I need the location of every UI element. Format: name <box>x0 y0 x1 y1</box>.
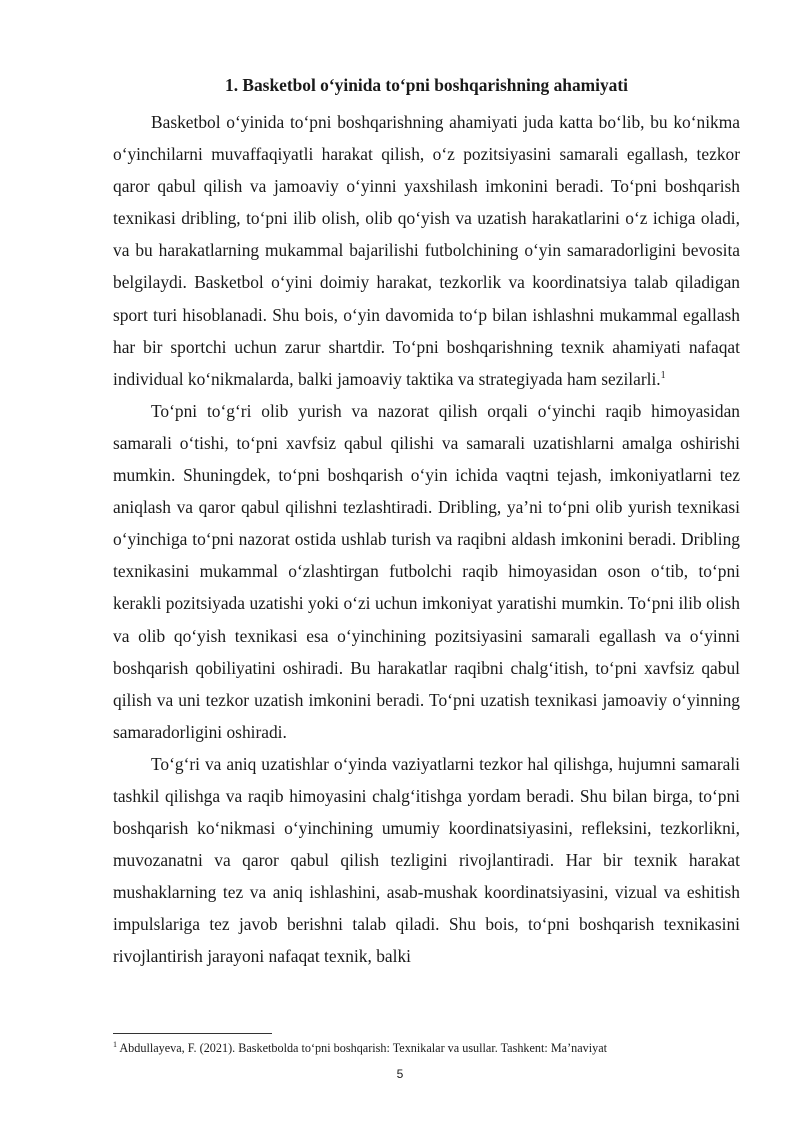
footnote-separator <box>113 1033 272 1034</box>
footnote-reference[interactable]: 1 <box>660 369 666 381</box>
page-number: 5 <box>396 1067 404 1081</box>
paragraph-3 <box>113 748 740 973</box>
footnote-text: Abdullayeva, F. (2021). Basketbolda to‘pni boshqarish: Texnikalar va usullar. Tashkent: Ma’naviyat <box>117 1041 608 1055</box>
paragraph-3-text: To‘g‘ri va aniq uzatishlar o‘yinda vaziyatlarni tezkor hal qilishga, hujumni samarali tashkil qilishga va raqib himoyasini chalg‘itishga yordam beradi. Shu bilan birga, to‘pni boshqarish ko‘nikmasi o‘yinchining umumiy koordinatsiyasini, refleksini, tezkorlikni, muvozanatni va qaror qabul qilish tezligini rivojlantiradi. Har bir texnik harakat mushaklarning tez va aniq ishlashini, asab-mushak koordinatsiyasini, vizual va eshitish impulslariga tez javob berishni talab qiladi. Shu bois, to‘pni boshqarish texnikasini rivojlantirish jarayoni nafaqat texnik, balki <box>113 753 740 967</box>
footnote <box>113 1040 740 1056</box>
footnote-number: 1 <box>113 1039 117 1049</box>
paragraph-1-text: Basketbol o‘yinida to‘pni boshqarishning ahamiyati juda katta bo‘lib, bu ko‘nikma o‘yinchilarni muvaffaqiyatli harakat qilish, o‘z pozitsiyasini samarali egallash, tezkor qaror qabul qilish va jamoaviy o‘yinni yaxshilash imkonini beradi. To‘pni boshqarish texnikasi dribling, to‘pni ilib olish, olib qo‘yish va uzatish harakatlarini o‘z ichiga oladi, va bu harakatlarning mukammal bajarilishi futbolchining o‘yin samaradorligini bevosita belgilaydi. Basketbol o‘yini doimiy harakat, tezkorlik va koordinatsiya talab qiladigan sport turi hisoblanadi. Shu bois, o‘yin davomida to‘p bilan ishlashni mukammal egallash har bir sportchi uchun zarur shartdir. To‘pni boshqarishning texnik ahamiyati nafaqat individual ko‘nikmalarda, balki jamoaviy taktika va strategiyada ham sezilarli. <box>113 112 740 389</box>
paragraph-1 <box>113 106 740 395</box>
paragraph-2 <box>113 395 740 748</box>
paragraph-2-text: To‘pni to‘g‘ri olib yurish va nazorat qilish orqali o‘yinchi raqib himoyasidan samarali o‘tishi, to‘pni xavfsiz qabul qilishi va samarali uzatishlarni amalga oshirishi mumkin. Shuningdek, to‘pni boshqarish o‘yin ichida vaqtni tejash, imkoniyatlarni tez aniqlash va qaror qabul qilishni tezlashtiradi. Dribling, ya’ni to‘pni olib yurish texnikasi o‘yinchiga to‘pni nazorat ostida ushlab turish va raqibni aldash imkonini beradi. Dribling texnikasini mukammal o‘zlashtirgan futbolchi raqib himoyasidan oson o‘tib, to‘pni kerakli pozitsiyada uzatishi yoki o‘zi uchun imkoniyat yaratishi mumkin. To‘pni ilib olish va olib qo‘yish texnikasi esa o‘yinchining pozitsiyasini samarali egallash va o‘yinni boshqarish qobiliyatini oshiradi. Bu harakatlar raqibni chalg‘itish, to‘pni xavfsiz qabul qilish va uni tezkor uzatish imkonini beradi. To‘pni uzatish texnikasi jamoaviy o‘yinning samaradorligini oshiradi. <box>113 400 740 742</box>
body-text <box>113 106 740 973</box>
section-heading: 1. Basketbol o‘yinida to‘pni boshqarishning ahamiyati <box>225 75 628 95</box>
